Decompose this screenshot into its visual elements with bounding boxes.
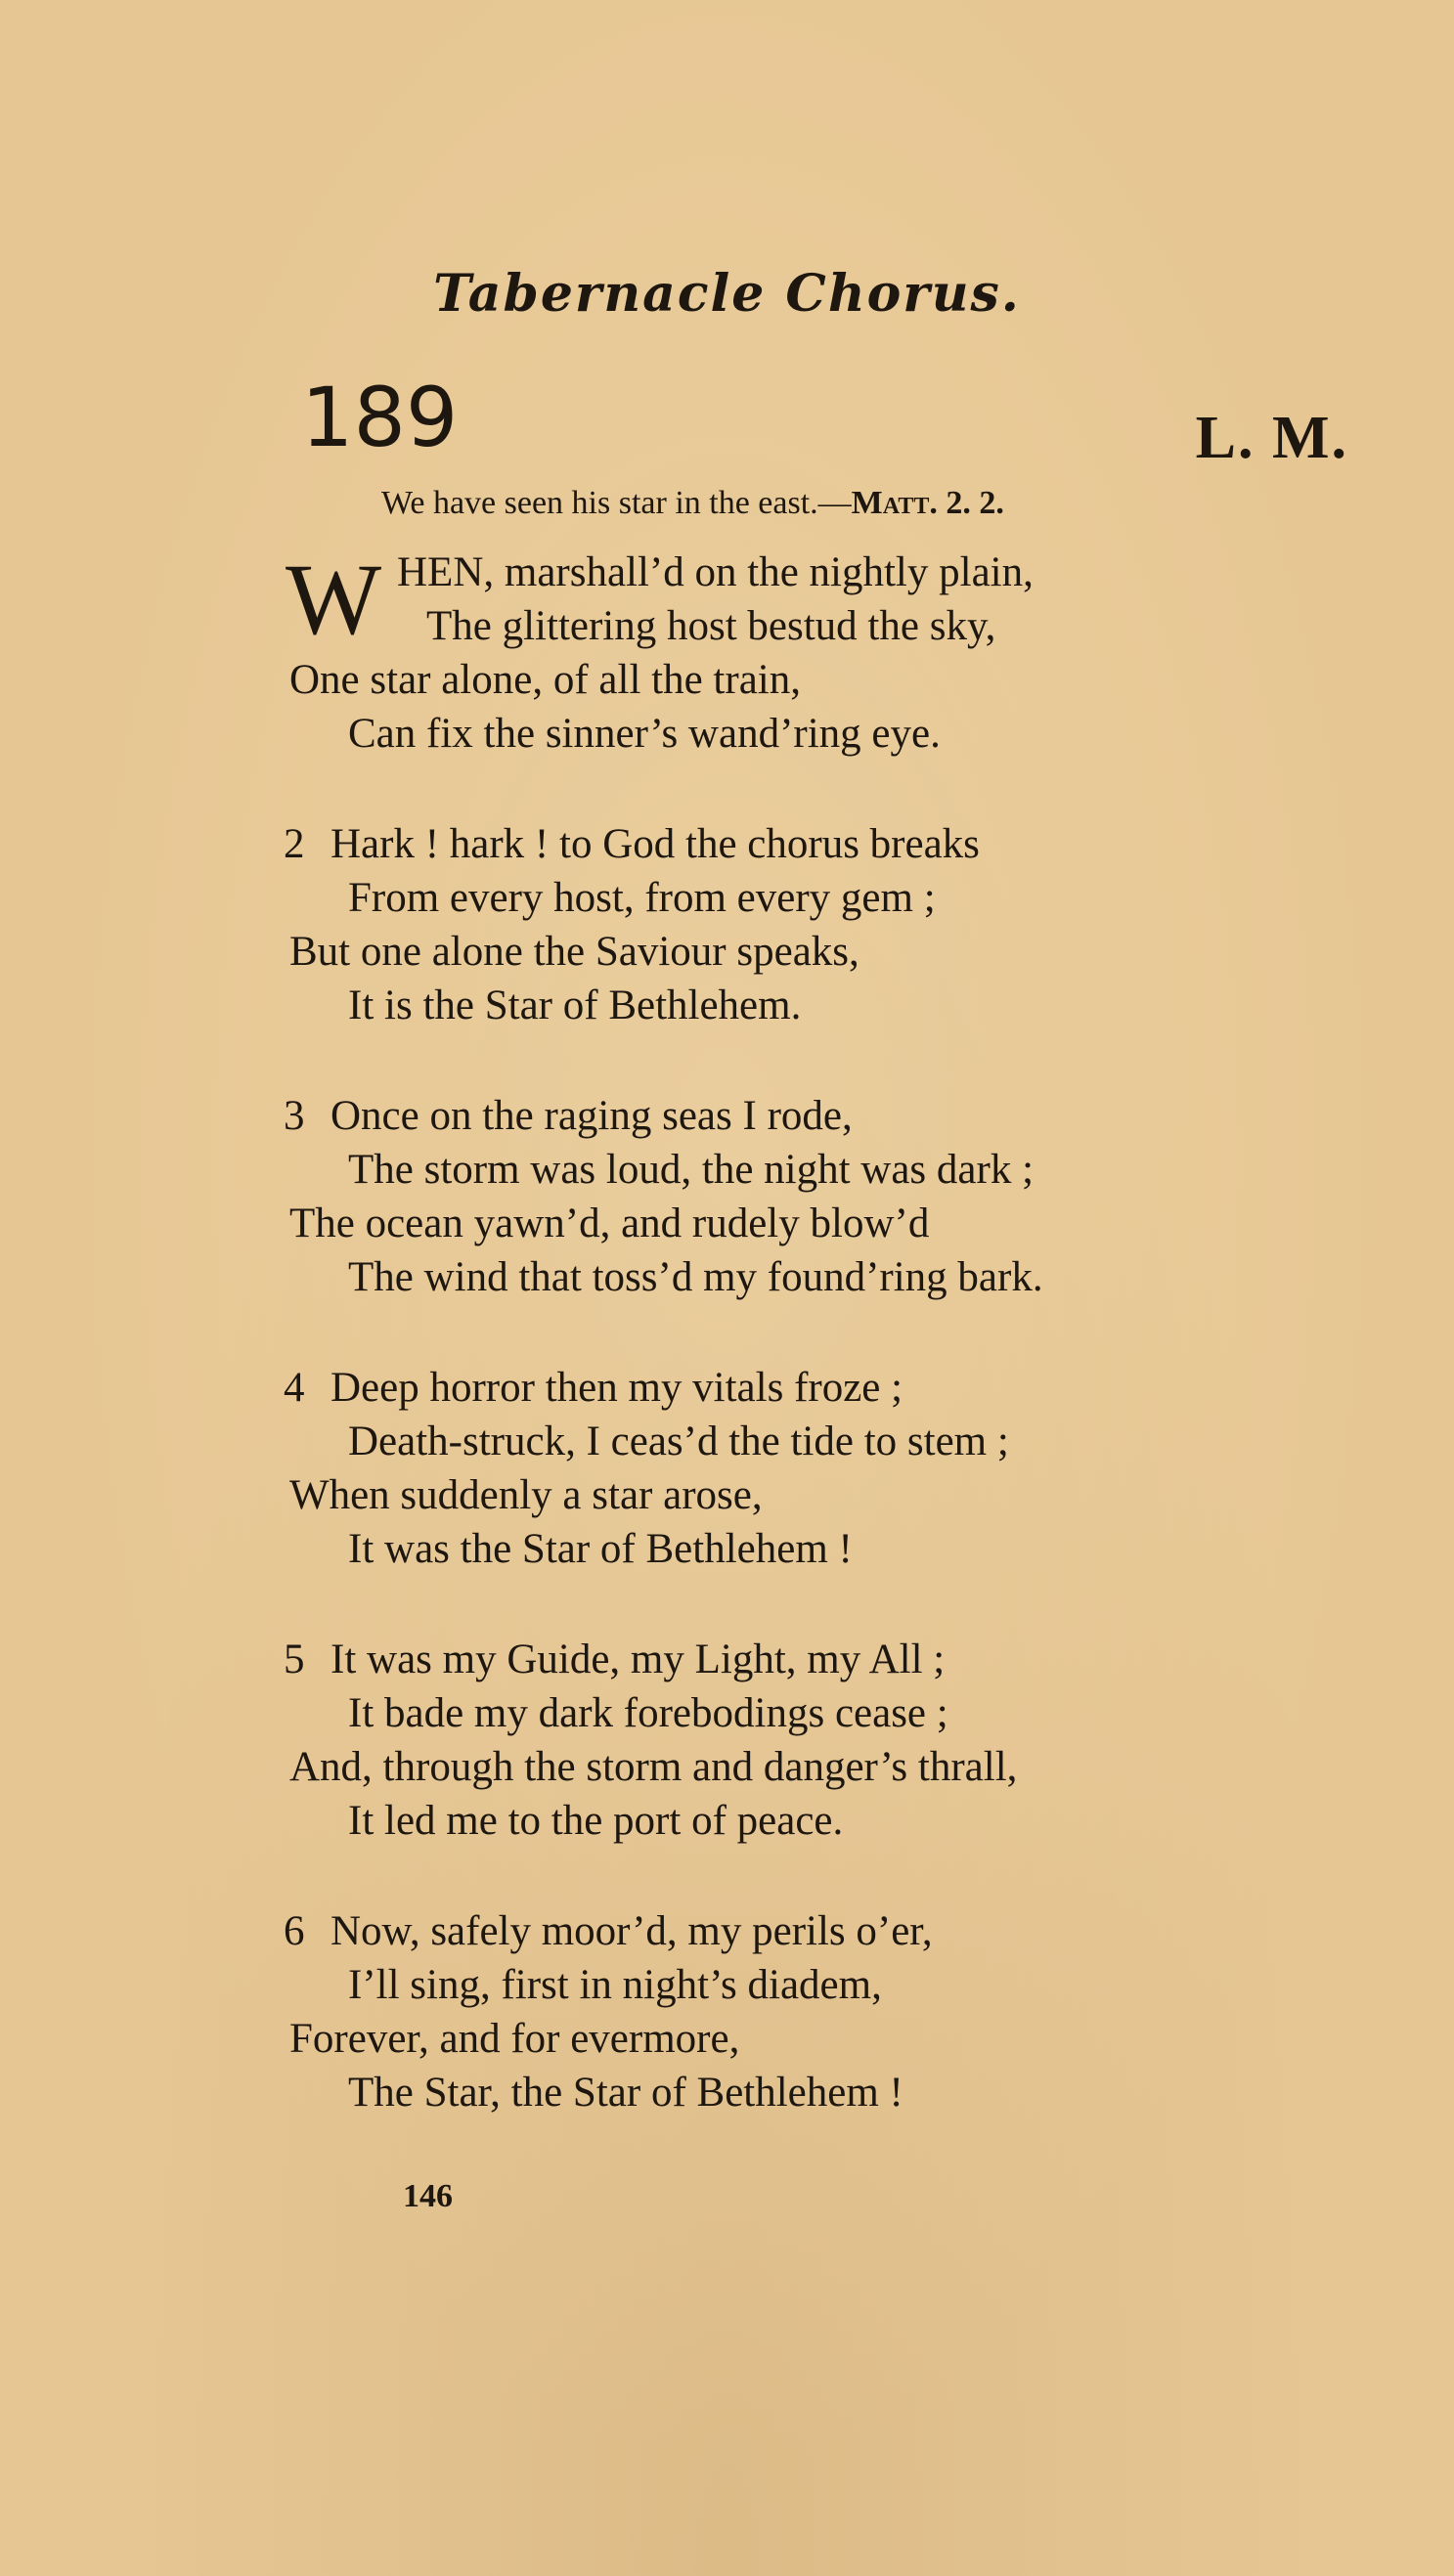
stanza-2-line-2: From every host, from every gem ; bbox=[348, 875, 936, 921]
stanza-4-line-3: When suddenly a star arose, bbox=[289, 1472, 763, 1518]
stanza-5-line-3: And, through the storm and danger’s thrall, bbox=[289, 1744, 1018, 1790]
stanza-4-line-4: It was the Star of Bethlehem ! bbox=[348, 1526, 853, 1572]
stanza-4-number: 4 bbox=[284, 1365, 305, 1411]
stanza-6-line-3: Forever, and for evermore, bbox=[289, 2016, 740, 2062]
stanza-1-line-1-text: HEN, marshall’d on the nightly plain, bbox=[397, 549, 1034, 595]
hymn-number: 189 bbox=[301, 370, 459, 465]
stanza-6-number: 6 bbox=[284, 1908, 305, 1954]
meter-label: L. M. bbox=[1195, 405, 1348, 471]
stanza-6-line-1 bbox=[284, 1904, 1326, 1958]
stanza-4-line-1 bbox=[284, 1361, 1326, 1415]
stanza-5-line-1-text: It was my Guide, my Light, my All ; bbox=[330, 1637, 946, 1682]
hymn-text bbox=[284, 544, 1326, 2176]
stanza-2-number: 2 bbox=[284, 821, 305, 867]
epigraph-reference: Matt. 2. 2. bbox=[851, 485, 1004, 521]
stanza-5 bbox=[284, 1633, 1326, 1848]
stanza-1-line-2: The glittering host bestud the sky, bbox=[426, 603, 996, 649]
stanza-3 bbox=[284, 1089, 1326, 1304]
stanza-1-line-3: One star alone, of all the train, bbox=[289, 657, 801, 703]
stanza-2-line-4: It is the Star of Bethlehem. bbox=[348, 982, 802, 1028]
stanza-3-line-4: The wind that toss’d my found’ring bark. bbox=[348, 1254, 1043, 1300]
stanza-5-line-2: It bade my dark forebodings cease ; bbox=[348, 1690, 948, 1736]
page-number: 146 bbox=[403, 2178, 453, 2214]
stanza-2-line-1 bbox=[284, 817, 1326, 871]
stanza-6 bbox=[284, 1904, 1326, 2119]
stanza-2-line-1-text: Hark ! hark ! to God the chorus breaks bbox=[330, 821, 980, 867]
stanza-6-line-1-text: Now, safely moor’d, my perils o’er, bbox=[330, 1908, 933, 1954]
stanza-4-line-1-text: Deep horror then my vitals froze ; bbox=[330, 1365, 903, 1411]
running-title: Tabernacle Chorus. bbox=[433, 264, 1021, 324]
stanza-3-line-3: The ocean yawn’d, and rudely blow’d bbox=[289, 1201, 930, 1246]
epigraph-text: We have seen his star in the east.— bbox=[381, 485, 852, 521]
stanza-5-line-4: It led me to the port of peace. bbox=[348, 1798, 844, 1844]
stanza-3-number: 3 bbox=[284, 1093, 305, 1139]
stanza-2 bbox=[284, 817, 1326, 1032]
stanza-3-line-1 bbox=[284, 1089, 1326, 1143]
drop-cap: W bbox=[286, 544, 382, 656]
stanza-3-line-2: The storm was loud, the night was dark ; bbox=[348, 1147, 1035, 1193]
stanza-1 bbox=[286, 544, 1326, 761]
stanza-5-number: 5 bbox=[284, 1637, 305, 1682]
stanza-5-line-1 bbox=[284, 1633, 1326, 1686]
epigraph bbox=[381, 484, 1004, 524]
stanza-3-line-1-text: Once on the raging seas I rode, bbox=[330, 1093, 853, 1139]
stanza-4-line-2: Death-struck, I ceas’d the tide to stem ; bbox=[348, 1419, 1009, 1464]
stanza-4 bbox=[284, 1361, 1326, 1576]
stanza-2-line-3: But one alone the Saviour speaks, bbox=[289, 929, 859, 975]
stanza-6-line-4: The Star, the Star of Bethlehem ! bbox=[348, 2070, 903, 2116]
stanza-6-line-2: I’ll sing, first in night’s diadem, bbox=[348, 1962, 882, 2008]
stanza-1-line-4: Can fix the sinner’s wand’ring eye. bbox=[348, 711, 941, 757]
